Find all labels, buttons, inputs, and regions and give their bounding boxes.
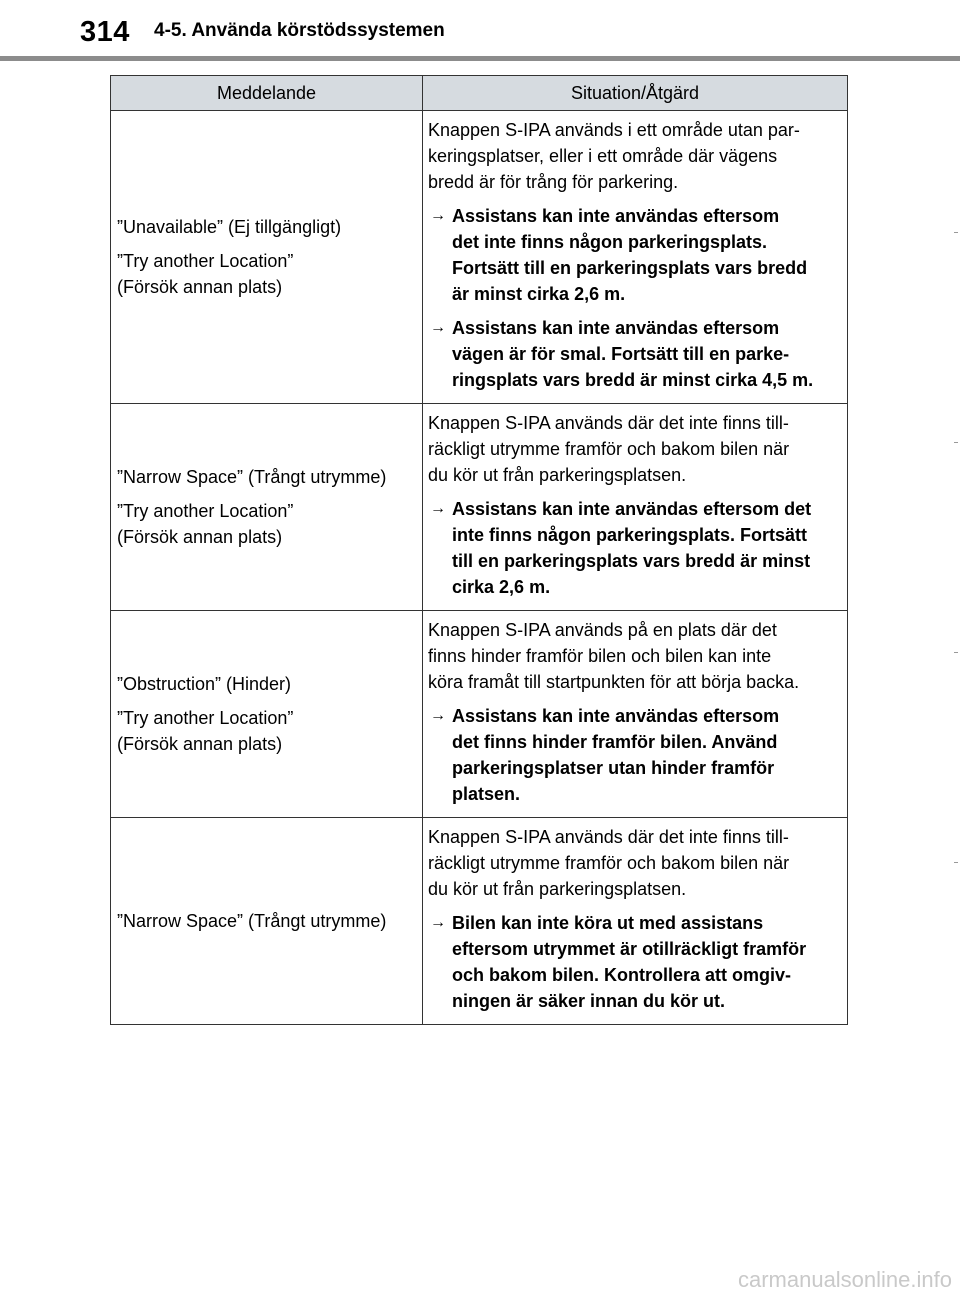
message-text: ”Try another Location” (Försök annan plats) — [117, 251, 294, 297]
message-text: ”Narrow Space” (Trångt utrymme) — [117, 911, 387, 931]
margin-tick — [954, 652, 958, 653]
table-body — [111, 111, 848, 1025]
action-item — [428, 315, 841, 393]
situation-description: Knappen S-IPA används där det inte finns till- räckligt utrymme framför och bakom bilen när du kör ut från parkeringsplatsen. — [428, 413, 790, 485]
situation-description: Knappen S-IPA används på en plats där det finns hinder framför bilen och bilen kan inte köra framåt till startpunkten för att börja backa. — [428, 620, 800, 692]
message-text: ”Try another Location” (Försök annan plats) — [117, 501, 294, 547]
margin-tick — [954, 862, 958, 863]
column-header-message: Meddelande — [111, 76, 423, 111]
action-text: Assistans kan inte användas eftersom det inte finns någon parkeringsplats. Fortsätt till en parkeringsplats vars bredd är minst cirka 2,6 m. — [452, 499, 812, 597]
table-row — [111, 818, 848, 1025]
action-item — [428, 703, 841, 807]
table-row — [111, 611, 848, 818]
margin-tick — [954, 232, 958, 233]
action-text: Bilen kan inte köra ut med assistans eftersom utrymmet är otillräckligt framför och bakom bilen. Kontrollera att omgiv- ningen är säker innan du kör ut. — [452, 913, 807, 1011]
arrow-right-icon: → — [430, 207, 446, 224]
arrow-right-icon: → — [430, 319, 446, 336]
margin-tick — [954, 442, 958, 443]
situation-cell — [423, 111, 848, 404]
table-row — [111, 404, 848, 611]
message-cell — [111, 404, 423, 611]
message-cell — [111, 818, 423, 1025]
situation-description: Knappen S-IPA används där det inte finns till- räckligt utrymme framför och bakom bilen när du kör ut från parkeringsplatsen. — [428, 827, 790, 899]
situation-cell — [423, 611, 848, 818]
table-header-row — [111, 76, 848, 111]
message-table — [110, 75, 848, 1025]
message-text: ”Unavailable” (Ej tillgängligt) — [117, 217, 342, 237]
situation-description: Knappen S-IPA används i ett område utan par- keringsplatser, eller i ett område där vägens bredd är för trång för parkering. — [428, 120, 800, 192]
page-number: 314 — [80, 16, 130, 48]
arrow-right-icon: → — [430, 914, 446, 931]
situation-cell — [423, 818, 848, 1025]
message-cell — [111, 611, 423, 818]
arrow-right-icon: → — [430, 707, 446, 724]
message-text: ”Obstruction” (Hinder) — [117, 674, 292, 694]
table-row — [111, 111, 848, 404]
action-item — [428, 203, 841, 307]
action-text: Assistans kan inte användas eftersom det finns hinder framför bilen. Använd parkeringsplatser utan hinder framför platsen. — [452, 706, 780, 804]
header-divider — [0, 56, 960, 61]
watermark: carmanualsonline.info — [737, 1267, 952, 1292]
arrow-right-icon: → — [430, 500, 446, 517]
action-item — [428, 496, 841, 600]
action-item — [428, 910, 841, 1014]
message-cell — [111, 111, 423, 404]
section-title: 4-5. Använda körstödssystemen — [154, 20, 445, 41]
column-header-situation: Situation/Åtgärd — [423, 76, 848, 111]
message-text: ”Try another Location” (Försök annan plats) — [117, 708, 294, 754]
action-text: Assistans kan inte användas eftersom vägen är för smal. Fortsätt till en parke- ringsplats vars bredd är minst cirka 4,5 m. — [452, 318, 814, 390]
action-text: Assistans kan inte användas eftersom det inte finns någon parkeringsplats. Fortsätt till en parkeringsplats vars bredd är minst cirka 2,6 m. — [452, 206, 808, 304]
message-text: ”Narrow Space” (Trångt utrymme) — [117, 467, 387, 487]
situation-cell — [423, 404, 848, 611]
page-header — [0, 0, 960, 62]
